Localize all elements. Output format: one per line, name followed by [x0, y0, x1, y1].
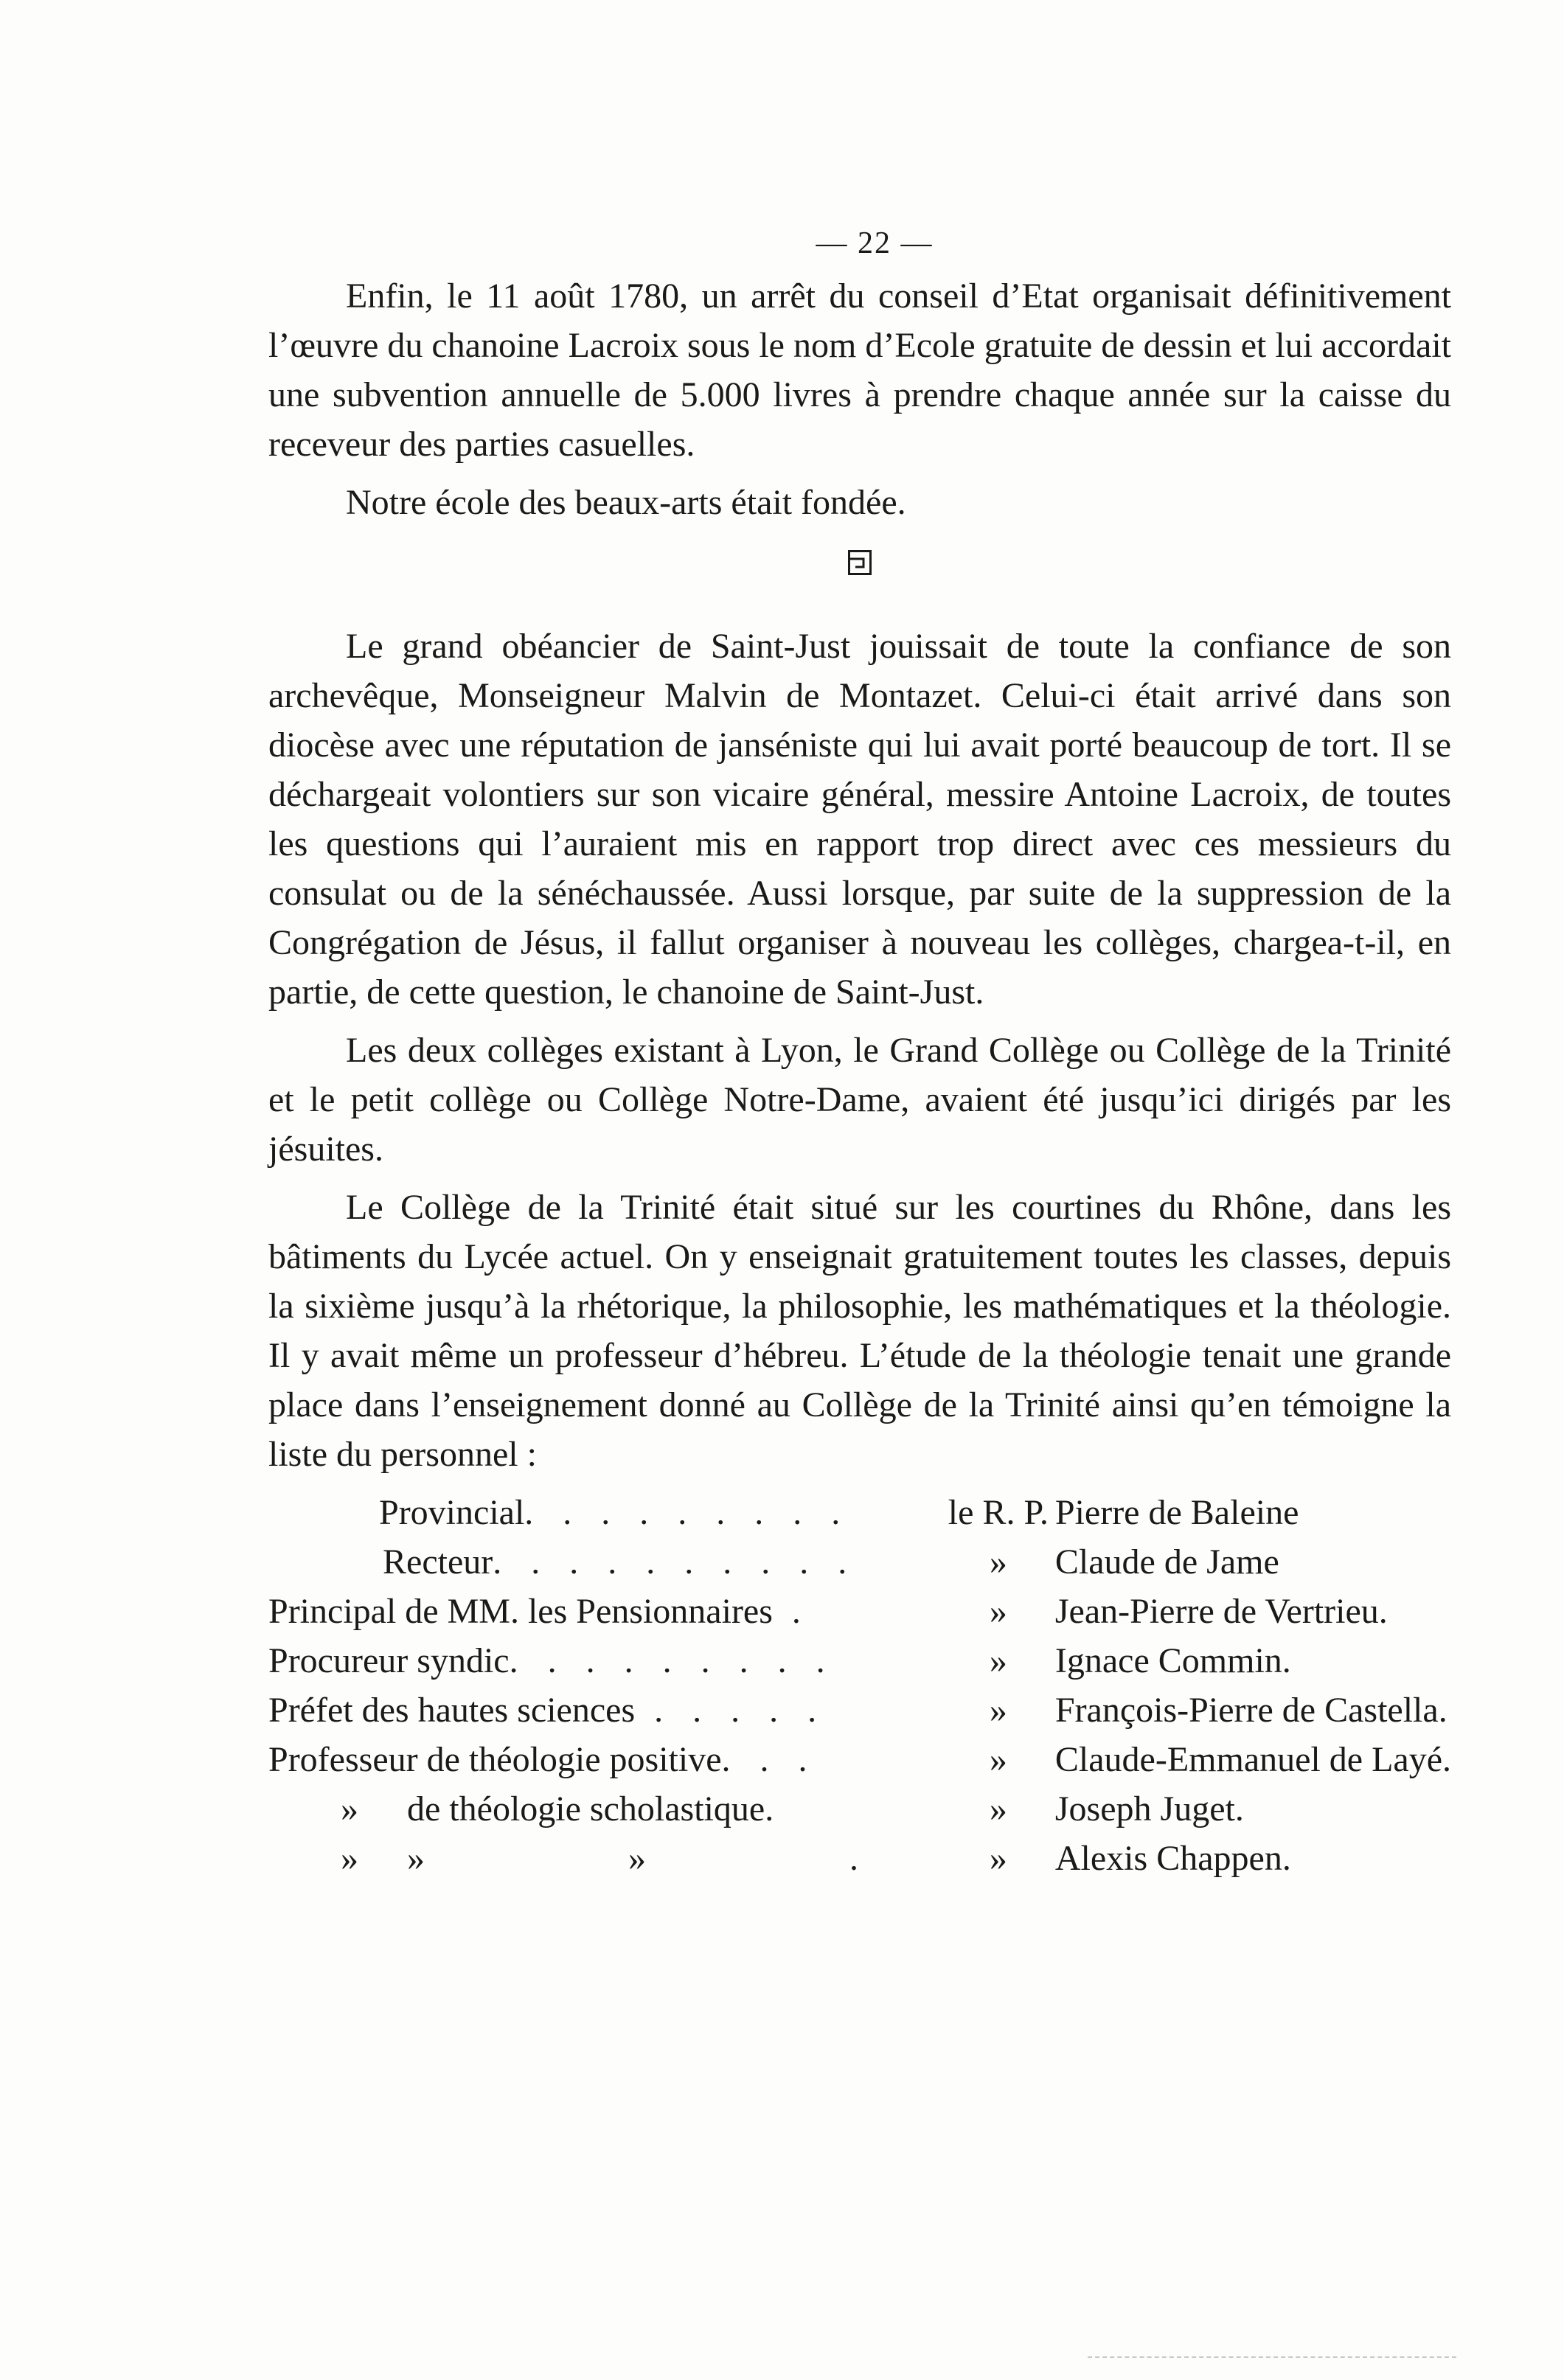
- section-ornament: [268, 536, 1451, 589]
- staff-name: François-Pierre de Castella.: [1054, 1691, 1447, 1730]
- staff-title: »: [989, 1691, 1007, 1730]
- staff-name: Alexis Chappen.: [1054, 1839, 1291, 1878]
- staff-role: Recteur. . . . . . . . . .: [383, 1542, 858, 1582]
- staff-row: [268, 1784, 1451, 1834]
- staff-row: [268, 1488, 1451, 1537]
- paragraph-college-trinite: Le Collège de la Trinité était situé sur les courtines du Rhône, dans les bâtiments du Lycée actuel. On y enseignait gratuitement toutes les classes, depuis la sixième jusqu’à la rhétorique, la philosophie, les mathématiques et la théologie. Il y avait même un professeur d’hébreu. L’étude de la théologie tenait une grande place dans l’enseignement donné au Collège de la Trinité ainsi qu’en témoigne la liste du personnel :: [268, 1188, 1451, 1474]
- staff-role: Principal de MM. les Pensionnaires .: [268, 1592, 811, 1631]
- staff-list: [268, 1488, 1451, 1883]
- staff-role: Provincial. . . . . . . . .: [379, 1493, 851, 1532]
- paragraph-ecole-dessin: Enfin, le 11 août 1780, un arrêt du conseil d’Etat organisait définitivement l’œuvre du chanoine Lacroix sous le nom d’Ecole gratuite de dessin et lui accordait une subvention annuelle de 5.000 livres à prendre chaque année sur la caisse du receveur des parties casuelles.: [268, 276, 1451, 464]
- staff-row: [268, 1587, 1451, 1636]
- staff-title: »: [989, 1542, 1007, 1582]
- staff-title: »: [989, 1740, 1007, 1779]
- staff-row: [268, 1735, 1451, 1784]
- staff-title: »: [989, 1641, 1007, 1680]
- staff-row: [268, 1685, 1451, 1735]
- paragraph-colleges: Les deux collèges existant à Lyon, le Grand Collège ou Collège de la Trinité et le petit collège ou Collège Notre-Dame, avaient été jusqu’ici dirigés par les jésuites.: [268, 1031, 1451, 1169]
- staff-name: Claude-Emmanuel de Layé.: [1054, 1740, 1451, 1779]
- fret-ornament-icon: [848, 550, 872, 575]
- paragraph-ecole-fondee: Notre école des beaux-arts était fondée.: [346, 483, 906, 522]
- footer-rule: [1088, 2356, 1456, 2358]
- staff-title: le R. P.: [948, 1493, 1049, 1532]
- staff-role: Préfet des hautes sciences . . . . .: [268, 1691, 827, 1730]
- staff-row: [268, 1636, 1451, 1685]
- page-number: — 22 —: [816, 226, 934, 260]
- staff-name: Jean-Pierre de Vertrieu.: [1054, 1592, 1388, 1631]
- staff-row: [268, 1834, 1451, 1883]
- staff-name: Joseph Juget.: [1054, 1789, 1244, 1829]
- staff-name: Ignace Commin.: [1054, 1641, 1291, 1680]
- staff-role: » » » .: [341, 1839, 869, 1878]
- staff-role: Professeur de théologie positive. . .: [268, 1740, 818, 1779]
- document-page: [268, 221, 1451, 1883]
- staff-role: » de théologie scholastique.: [341, 1789, 785, 1829]
- staff-name: Pierre de Baleine: [1054, 1493, 1299, 1532]
- staff-role: Procureur syndic. . . . . . . . .: [268, 1641, 835, 1680]
- staff-name: Claude de Jame: [1054, 1542, 1279, 1582]
- staff-title: »: [989, 1839, 1007, 1878]
- staff-row: [268, 1537, 1451, 1587]
- staff-title: »: [989, 1592, 1007, 1631]
- paragraph-obeancier: Le grand obéancier de Saint-Just jouissait de toute la confiance de son archevêque, Monseigneur Malvin de Montazet. Celui-ci était arrivé dans son diocèse avec une réputation de janséniste qui lui avait porté beaucoup de tort. Il se déchargeait volontiers sur son vicaire général, messire Antoine Lacroix, de toutes les questions qui l’auraient mis en rapport trop direct avec ces messieurs du consulat ou de la sénéchaussée. Aussi lorsque, par suite de la suppression de la Congrégation de Jésus, il fallut organiser à nouveau les collèges, chargea-t-il, en partie, de cette question, le chanoine de Saint-Just.: [268, 627, 1451, 1012]
- staff-title: »: [989, 1789, 1007, 1829]
